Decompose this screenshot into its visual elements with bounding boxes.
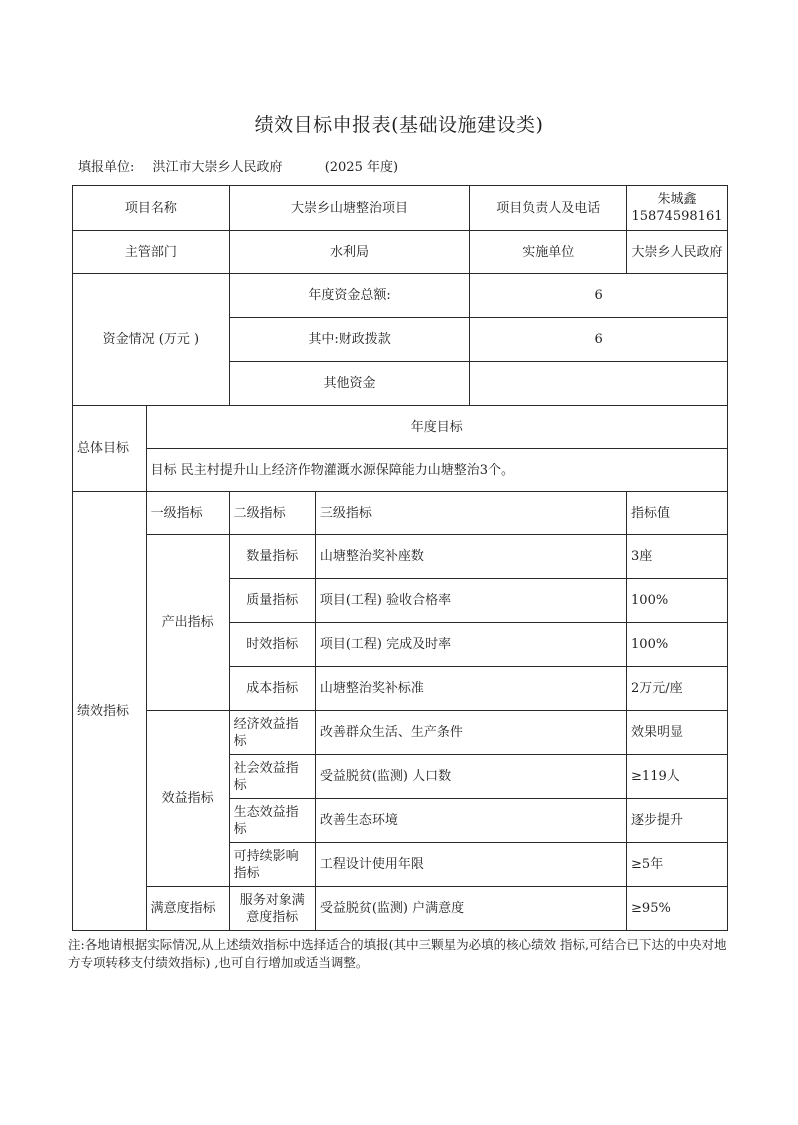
level2-cell: 生态效益指标 [229, 799, 315, 843]
level1-satisfaction: 满意度指标 [146, 887, 229, 931]
value-cell: ≥119人 [627, 755, 728, 799]
level2-cell: 服务对象满意度指标 [229, 887, 315, 931]
indicator-header-row [73, 492, 728, 535]
funds-fiscal-label: 其中:财政拨款 [229, 318, 470, 362]
level2-cell: 成本指标 [229, 667, 315, 711]
impl-value: 大崇乡人民政府 [627, 231, 728, 274]
performance-form-table [72, 185, 728, 931]
value-cell: 2万元/座 [627, 667, 728, 711]
level3-cell: 受益脱贫(监测) 户满意度 [315, 887, 626, 931]
value-cell: 100% [627, 623, 728, 667]
value-cell: 100% [627, 579, 728, 623]
level2-cell: 经济效益指标 [229, 711, 315, 755]
funds-other-label: 其他资金 [229, 362, 470, 406]
header-value: 指标值 [627, 492, 728, 535]
impl-label: 实施单位 [470, 231, 627, 274]
project-name-value: 大崇乡山塘整治项目 [229, 186, 470, 231]
funds-total-row [73, 274, 728, 318]
level2-cell: 可持续影响指标 [229, 843, 315, 887]
funds-fiscal-value: 6 [470, 318, 728, 362]
footnote: 注:各地请根据实际情况,从上述绩效指标中选择适合的填报(其中三颗星为必填的核心绩效 指标,可结合已下达的中央对地方专项转移支付绩效指标) ,也可自行增加或适当调整。 [68, 937, 727, 970]
level3-cell: 山塘整治奖补标准 [315, 667, 626, 711]
value-cell: ≥5年 [627, 843, 728, 887]
level2-cell: 时效指标 [229, 623, 315, 667]
dept-value: 水利局 [229, 231, 470, 274]
funds-other-value [470, 362, 728, 406]
project-row [73, 186, 728, 231]
form-title: 绩效目标申报表(基础设施建设类) [254, 114, 544, 136]
level3-cell: 受益脱贫(监测) 人口数 [315, 755, 626, 799]
funds-label: 资金情况 (万元 ) [73, 274, 230, 406]
level3-cell: 项目(工程) 验收合格率 [315, 579, 626, 623]
funds-total-value: 6 [470, 274, 728, 318]
dept-label: 主管部门 [73, 231, 230, 274]
unit-value: 洪江市大崇乡人民政府 [152, 160, 283, 175]
value-cell: ≥95% [627, 887, 728, 931]
level3-cell: 改善生态环境 [315, 799, 626, 843]
header-level1: 一级指标 [146, 492, 229, 535]
indicators-label: 绩效指标 [73, 492, 147, 931]
level2-cell: 质量指标 [229, 579, 315, 623]
goal-label: 总体目标 [73, 406, 147, 492]
header-level2: 二级指标 [229, 492, 315, 535]
contact-value: 朱城鑫15874598161 [627, 186, 728, 231]
form-meta [78, 156, 398, 175]
indicator-row [73, 887, 728, 931]
indicator-row [73, 711, 728, 755]
annual-goal-text: 目标 民主村提升山上经济作物灌溉水源保障能力山塘整治3个。 [146, 449, 727, 492]
level3-cell: 工程设计使用年限 [315, 843, 626, 887]
value-cell: 效果明显 [627, 711, 728, 755]
goal-text-row [73, 449, 728, 492]
goal-header-row [73, 406, 728, 449]
level2-cell: 社会效益指标 [229, 755, 315, 799]
level1-output: 产出指标 [146, 535, 229, 711]
dept-row [73, 231, 728, 274]
year-value: (2025 年度) [324, 160, 399, 175]
level1-benefit: 效益指标 [146, 711, 229, 887]
value-cell: 逐步提升 [627, 799, 728, 843]
contact-label: 项目负责人及电话 [470, 186, 627, 231]
level3-cell: 山塘整治奖补座数 [315, 535, 626, 579]
indicator-row [73, 535, 728, 579]
project-name-label: 项目名称 [73, 186, 230, 231]
annual-goal-label: 年度目标 [146, 406, 727, 449]
value-cell: 3座 [627, 535, 728, 579]
header-level3: 三级指标 [315, 492, 626, 535]
level3-cell: 项目(工程) 完成及时率 [315, 623, 626, 667]
level2-cell: 数量指标 [229, 535, 315, 579]
funds-total-label: 年度资金总额: [229, 274, 470, 318]
unit-label: 填报单位: [78, 160, 135, 175]
level3-cell: 改善群众生活、生产条件 [315, 711, 626, 755]
